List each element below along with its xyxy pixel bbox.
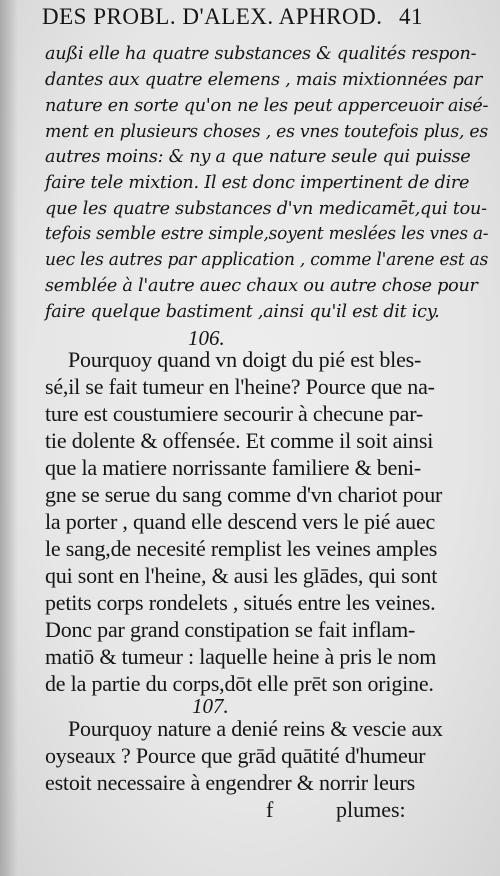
text-line: ture est coustumiere secourir à checune par-	[45, 401, 424, 426]
text-line: semblée à l'autre auec chaux ou autre chose pour	[45, 276, 478, 296]
text-line: la porter , quand elle descend vers le pié auec	[45, 509, 436, 534]
text-line: tie dolente & offensée. Et comme il soit ainsi	[45, 428, 434, 453]
text-line: estoit necessaire à engendrer & norrir leurs	[45, 770, 415, 795]
text-line: nature en sorte qu'on ne les peut apperceuoir aisé-	[45, 96, 489, 116]
text-line: dantes aux quatre elemens , mais mixtionnées par	[45, 70, 482, 90]
text-line: petits corps rondelets , situés entre les veines.	[45, 590, 436, 615]
text-line: qui sont en l'heine, & ausi les glādes, qui sont	[45, 563, 438, 588]
text-line: sé,il se fait tumeur en l'heine? Pource que na-	[45, 374, 435, 399]
text-line: Donc par grand constipation se fait inflam-	[45, 617, 416, 642]
text-line: uec les autres par application , comme l'arene est as	[45, 250, 489, 270]
text-line: Pourquoy quand vn doigt du pié est bles-	[68, 347, 422, 372]
text-line: matiō & tumeur : laquelle heine à pris le nom	[45, 644, 437, 669]
catchword: plumes:	[336, 797, 406, 822]
text-line: que les quatre substances d'vn medicamēt,qui tou-	[45, 199, 487, 219]
text-line: tefois semble estre simple,soyent meslées les vnes a-	[45, 224, 489, 244]
text-line: faire tele mixtion. Il est donc impertinent de dire	[45, 173, 470, 193]
gutter-shadow	[0, 0, 18, 876]
text-line: de la partie du corps,dōt elle prēt son origine.	[45, 671, 434, 696]
text-line: oyseaux ? Pource que grād quātité d'humeur	[45, 743, 426, 768]
text-line: gne se serue du sang comme d'vn chariot pour	[45, 482, 443, 507]
signature-mark: f	[266, 797, 274, 822]
running-title: DES PROBL. D'ALEX. APHROD.	[42, 4, 383, 29]
text-line: Pourquoy nature a denié reins & vescie aux	[68, 716, 443, 741]
text-line: que la matiere norrissante familiere & beni-	[45, 455, 422, 480]
page-header	[42, 4, 432, 32]
text-line: ment en plusieurs choses , es vnes toutefois plus, es	[45, 122, 488, 142]
text-line: autres moins: & ny a que nature seule qui puisse	[45, 147, 471, 167]
section-number: 107.	[192, 694, 229, 718]
text-line: faire quelque bastiment ,ainsi qu'il est dit icy.	[45, 302, 440, 322]
page-number: 41	[399, 4, 423, 29]
text-line: le sang,de necesité remplist les veines amples	[45, 536, 438, 561]
text-line: außi elle ha quatre substances & qualités respon-	[45, 44, 477, 64]
section-number: 106.	[188, 326, 225, 350]
